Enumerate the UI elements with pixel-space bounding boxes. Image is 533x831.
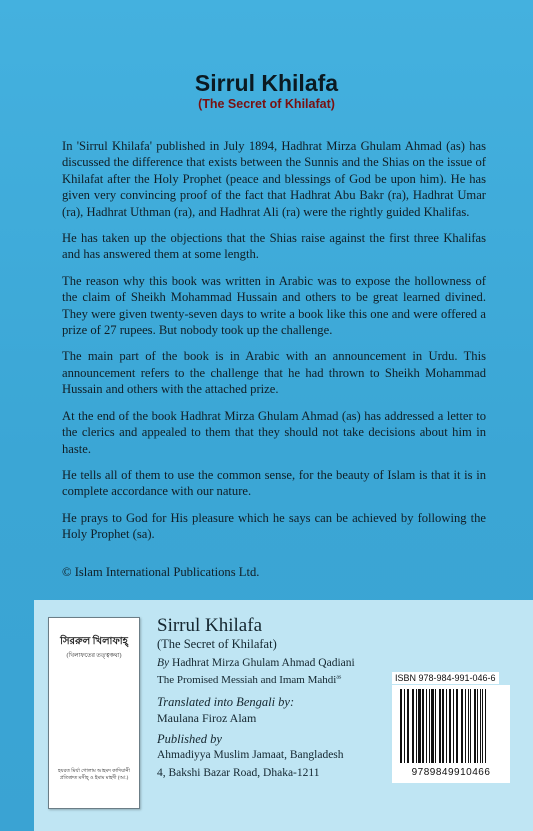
description-paragraph: He prays to God for His pleasure which he says can be achieved by following the Holy Prophet (sa). — [62, 510, 486, 542]
thumbnail-author — [53, 768, 135, 782]
thumbnail-subtitle: (খিলাফতের তত্ত্বকথা) — [66, 653, 122, 659]
thumbnail-title: সিররুল খিলাফাহ্ — [60, 636, 128, 647]
description-paragraph: The reason why this book was written in Arabic was to expose the hollowness of the claim of Sheikh Mohammad Hussain and others to be great learned divined. They were given twenty-seven days to write a book like this one and were offered a prize of 27 rupees. But nobody took up the challenge. — [62, 273, 486, 338]
description — [62, 138, 486, 553]
translated-label: Translated into Bengali by: — [157, 695, 295, 709]
author-name: Hadhrat Mirza Ghulam Ahmad Qadiani — [172, 657, 355, 669]
publisher-name: Ahmadiyya Muslim Jamaat, Bangladesh — [157, 749, 344, 761]
description-paragraph: He has taken up the objections that the Shias raise against the first three Khalifas and has answered them at some length. — [62, 231, 486, 262]
barcode — [392, 685, 510, 783]
publisher-address: 4, Bakshi Bazar Road, Dhaka-1211 — [157, 767, 320, 779]
published-label: Published by — [157, 732, 222, 746]
translator-name: Maulana Firoz Alam — [157, 711, 257, 725]
info-title: Sirrul Khilafa — [157, 615, 263, 636]
barcode-bars — [398, 689, 504, 767]
description-paragraph: In 'Sirrul Khilafa' published in July 1894, Hadhrat Mirza Ghulam Ahmad (as) has discussed the difference that exists between the Sunnis and the Shias on the issue of Khilafat after the Holy Prophet (peace and blessings of God be upon him). He has given very convincing proof of the fact that Hadhrat Abu Bakr (ra), Hadhrat Umar (ra), Hadhrat Uthman (ra), and Hadhrat Ali (ra) were the rightly guided Khalifas. — [62, 139, 486, 219]
description-paragraph: At the end of the book Hadhrat Mirza Ghulam Ahmad (as) has addressed a letter to the clerics and appealed to them that they should not take decisions about him in haste. — [62, 408, 486, 456]
author-title — [157, 674, 341, 686]
thumbnail-author-name: হযরত মির্যা গোলাম আহমদ কাদিয়ানী — [58, 769, 130, 774]
info-subtitle: (The Secret of Khilafat) — [157, 637, 277, 651]
author-title-text: The Promised Messiah and Imam Mahdi — [157, 674, 337, 686]
thumbnail-author-title: প্রতিশ্রুত মসীহ্ ও ইমাম মাহদী (আ.) — [59, 776, 129, 781]
book-subtitle: (The Secret of Khilafat) — [198, 97, 335, 111]
isbn-label: ISBN 978-984-991-046-6 — [392, 672, 499, 684]
copyright-notice: © Islam International Publications Ltd. — [62, 565, 260, 579]
by-label: By — [157, 657, 170, 669]
author-honorific: as — [336, 674, 342, 681]
front-cover-thumbnail — [48, 617, 140, 809]
book-title: Sirrul Khilafa — [194, 70, 339, 96]
barcode-number: 9789849910466 — [411, 767, 491, 778]
description-paragraph: He tells all of them to use the common sense, for the beauty of Islam is that it is in complete accordance with our nature. — [62, 467, 486, 499]
description-paragraph: The main part of the book is in Arabic with an announcement in Urdu. This announcement refers to the challenge that he had thrown to Sheikh Mohammad Hussain and others with the attached prize. — [62, 349, 486, 397]
author-line — [157, 657, 355, 669]
